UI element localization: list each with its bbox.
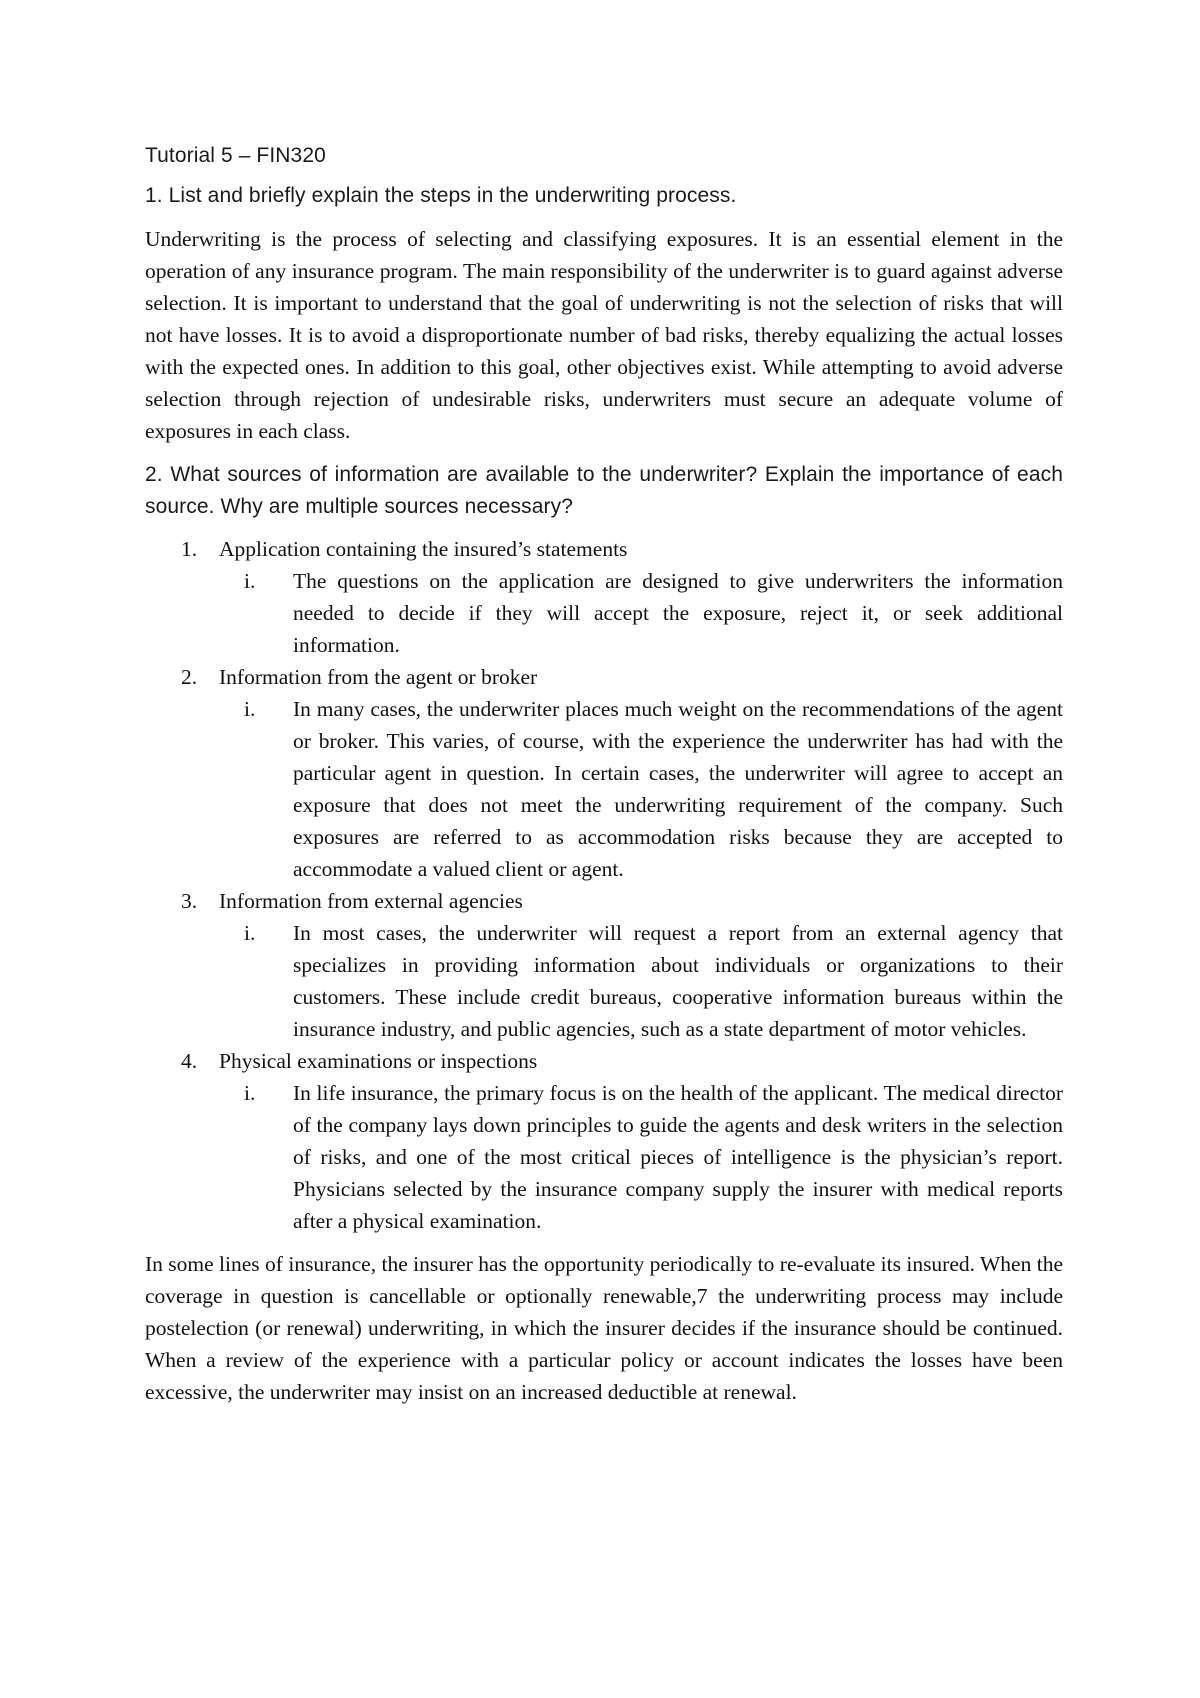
sub-list-item (219, 917, 1063, 1045)
list-item-number: 2. (181, 665, 198, 689)
document-title: Tutorial 5 – FIN320 (145, 144, 326, 167)
sub-list-item (219, 1077, 1063, 1237)
list-item-heading: Information from the agent or broker (219, 665, 538, 689)
sub-list-item-text: In many cases, the underwriter places much weight on the recommendations of the agent or broker. This varies, of course, with the experience the underwriter has had with the particular agent in question. In certain cases, the underwriter will agree to accept an exposure that does not meet the underwriting requirement of the company. Such exposures are referred to as accommodation risks because they are accepted to accommodate a valued client or agent. (293, 697, 1063, 881)
sub-list (219, 1077, 1063, 1237)
list-item (145, 661, 1063, 885)
answer-1-paragraph: Underwriting is the process of selecting and classifying exposures. It is an essential element in the operation of any insurance program. The main responsibility of the underwriter is to guard against adverse selection. It is important to understand that the goal of underwriting is not the selection of risks that will not have losses. It is to avoid a disproportionate number of bad risks, thereby equalizing the actual losses with the expected ones. In addition to this goal, other objectives exist. While attempting to avoid adverse selection through rejection of undesirable risks, underwriters must secure an adequate volume of exposures in each class. (145, 227, 1063, 443)
sub-list-item-text: In most cases, the underwriter will request a report from an external agency that specializes in providing information about individuals or organizations to their customers. These include credit bureaus, cooperative information bureaus within the insurance industry, and public agencies, such as a state department of motor vehicles. (293, 921, 1063, 1041)
list-item-heading: Information from external agencies (219, 889, 523, 913)
sub-list-item-number: i. (244, 569, 256, 593)
list-item (145, 1045, 1063, 1237)
list-item-number: 3. (181, 889, 198, 913)
sub-list (219, 565, 1063, 661)
sources-list (145, 533, 1063, 1237)
sub-list (219, 693, 1063, 885)
closing-paragraph: In some lines of insurance, the insurer has the opportunity periodically to re-evaluate its insured. When the coverage in question is cancellable or optionally renewable,7 the underwriting process may include postelection (or renewal) underwriting, in which the insurer decides if the insurance should be continued. When a review of the experience with a particular policy or account indicates the losses have been excessive, the underwriter may insist on an increased deductible at renewal. (145, 1252, 1063, 1404)
sub-list-item-number: i. (244, 921, 256, 945)
list-item-heading: Application containing the insured’s statements (219, 537, 628, 561)
sub-list (219, 917, 1063, 1045)
list-item-number: 1. (181, 537, 198, 561)
question-1: 1. List and briefly explain the steps in the underwriting process. (145, 184, 737, 207)
document-page (145, 140, 1063, 1408)
question-2: 2. What sources of information are available to the underwriter? Explain the importance of each source. Why are multiple sources necessary? (145, 463, 1063, 518)
sub-list-item-text: In life insurance, the primary focus is on the health of the applicant. The medical director of the company lays down principles to guide the agents and desk writers in the selection of risks, and one of the most critical pieces of intelligence is the physician’s report. Physicians selected by the insurance company supply the insurer with medical reports after a physical examination. (293, 1081, 1063, 1233)
sub-list-item (219, 565, 1063, 661)
list-item-heading: Physical examinations or inspections (219, 1049, 538, 1073)
sub-list-item (219, 693, 1063, 885)
sub-list-item-text: The questions on the application are designed to give underwriters the information needed to decide if they will accept the exposure, reject it, or seek additional information. (293, 569, 1063, 657)
sub-list-item-number: i. (244, 697, 256, 721)
list-item (145, 533, 1063, 661)
list-item-number: 4. (181, 1049, 198, 1073)
sub-list-item-number: i. (244, 1081, 256, 1105)
list-item (145, 885, 1063, 1045)
